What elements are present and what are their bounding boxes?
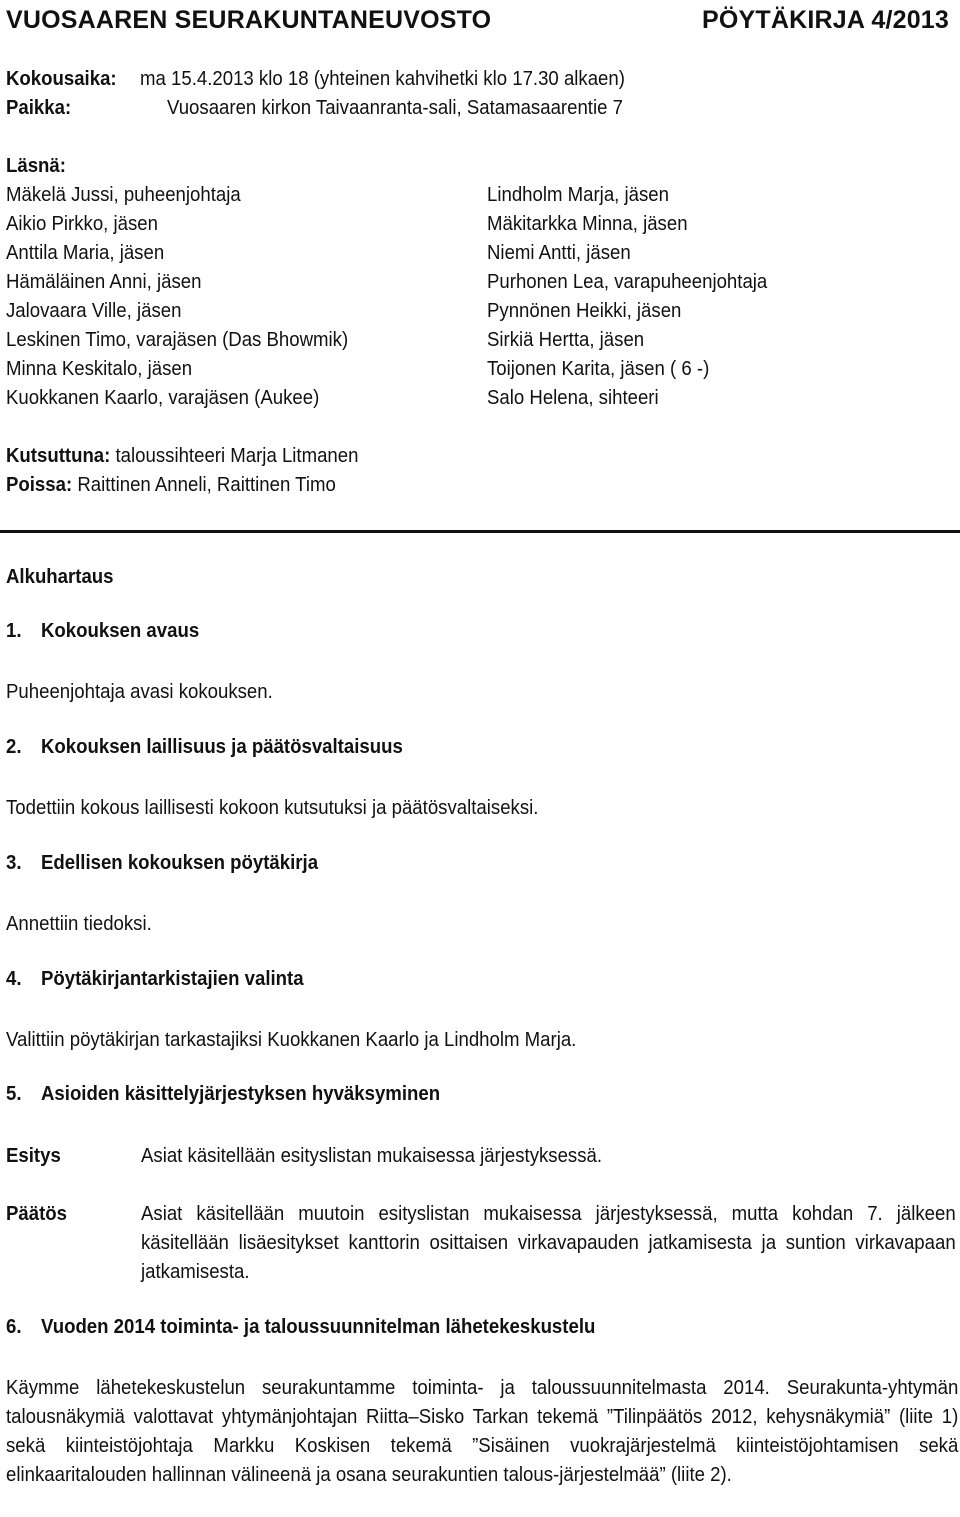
esitys-label: Esitys (6, 1145, 61, 1167)
item-number: 3. (6, 852, 22, 874)
attendee: Pynnönen Heikki, jäsen (487, 300, 682, 322)
item-number: 4. (6, 968, 22, 990)
attendee: Minna Keskitalo, jäsen (6, 358, 193, 380)
attendee: Purhonen Lea, varapuheenjohtaja (487, 271, 768, 293)
absent-label: Poissa: (6, 474, 73, 496)
present-label: Läsnä: (6, 155, 66, 177)
attendee: Salo Helena, sihteeri (487, 387, 659, 409)
time-value: ma 15.4.2013 klo 18 (yhteinen kahvihetki klo 17.30 alkaen) (140, 68, 625, 90)
item-text: Valittiin pöytäkirjan tarkastajiksi Kuokkanen Kaarlo ja Lindholm Marja. (6, 1029, 577, 1051)
attendee: Lindholm Marja, jäsen (487, 184, 669, 206)
organization-title: VUOSAAREN SEURAKUNTANEUVOSTO (6, 6, 492, 34)
item-title: Vuoden 2014 toiminta- ja taloussuunnitelman lähetekeskustelu (41, 1316, 596, 1338)
attendee: Sirkiä Hertta, jäsen (487, 329, 645, 351)
section-divider (0, 530, 960, 533)
item-text: Puheenjohtaja avasi kokouksen. (6, 681, 273, 703)
absent-line (6, 471, 336, 500)
attendee: Niemi Antti, jäsen (487, 242, 631, 264)
opening-heading: Alkuhartaus (6, 566, 114, 588)
item-number: 2. (6, 736, 22, 758)
attendee: Aikio Pirkko, jäsen (6, 213, 158, 235)
document-type: PÖYTÄKIRJA 4/2013 (702, 6, 950, 34)
attendee: Jalovaara Ville, jäsen (6, 300, 182, 322)
place-label: Paikka: (6, 97, 72, 119)
item-text: Todettiin kokous laillisesti kokoon kutsutuksi ja päätösvaltaiseksi. (6, 797, 539, 819)
attendee: Anttila Maria, jäsen (6, 242, 165, 264)
item-number: 1. (6, 620, 22, 642)
item-title: Pöytäkirjantarkistajien valinta (41, 968, 304, 990)
attendee: Leskinen Timo, varajäsen (Das Bhowmik) (6, 329, 349, 351)
invited-value: taloussihteeri Marja Litmanen (110, 445, 359, 467)
attendee: Hämäläinen Anni, jäsen (6, 271, 202, 293)
item-title: Asioiden käsittelyjärjestyksen hyväksyminen (41, 1083, 441, 1105)
invited-label: Kutsuttuna: (6, 445, 111, 467)
item-title: Edellisen kokouksen pöytäkirja (41, 852, 319, 874)
attendee: Toijonen Karita, jäsen ( 6 -) (487, 358, 710, 380)
item-number: 5. (6, 1083, 22, 1105)
time-label: Kokousaika: (6, 68, 117, 90)
paatos-label: Päätös (6, 1203, 68, 1225)
attendee: Mäkitarkka Minna, jäsen (487, 213, 688, 235)
place-value: Vuosaaren kirkon Taivaanranta-sali, Satamasaarentie 7 (167, 97, 623, 119)
attendee: Kuokkanen Kaarlo, varajäsen (Aukee) (6, 387, 320, 409)
item-title: Kokouksen laillisuus ja päätösvaltaisuus (41, 736, 403, 758)
invited-line (6, 442, 358, 471)
item-text: Käymme lähetekeskustelun seurakuntamme toiminta- ja taloussuunnitelmasta 2014. Seurakunta-yhtymän talousnäkymiä valottavat yhtymänjohtajan Riitta–Sisko Tarkan tekemä ”Tilinpäätös 2012, kehysnäkymiä” (liite 1) sekä kiinteistöjohtaja Markku Koskisen tekemä ”Sisäinen vuokrajärjestelmä kiinteistöjohtamisen sekä elinkaaritalouden hallinnan välineenä ja osana seurakuntien talous-järjestelmää” (liite 2). (6, 1377, 959, 1486)
paatos-text: Asiat käsitellään muutoin esityslistan mukaisessa järjestyksessä, mutta kohdan 7. jälkeen käsitellään lisäesitykset kanttorin osittaisen virkavapauden jatkamisesta ja suntion virkavapaan jatkamisesta. (141, 1203, 956, 1283)
esitys-text: Asiat käsitellään esityslistan mukaisessa järjestyksessä. (141, 1145, 603, 1167)
item-number: 6. (6, 1316, 22, 1338)
item-text: Annettiin tiedoksi. (6, 913, 152, 935)
attendee: Mäkelä Jussi, puheenjohtaja (6, 184, 241, 206)
item-title: Kokouksen avaus (41, 620, 200, 642)
absent-value: Raittinen Anneli, Raittinen Timo (72, 474, 336, 496)
